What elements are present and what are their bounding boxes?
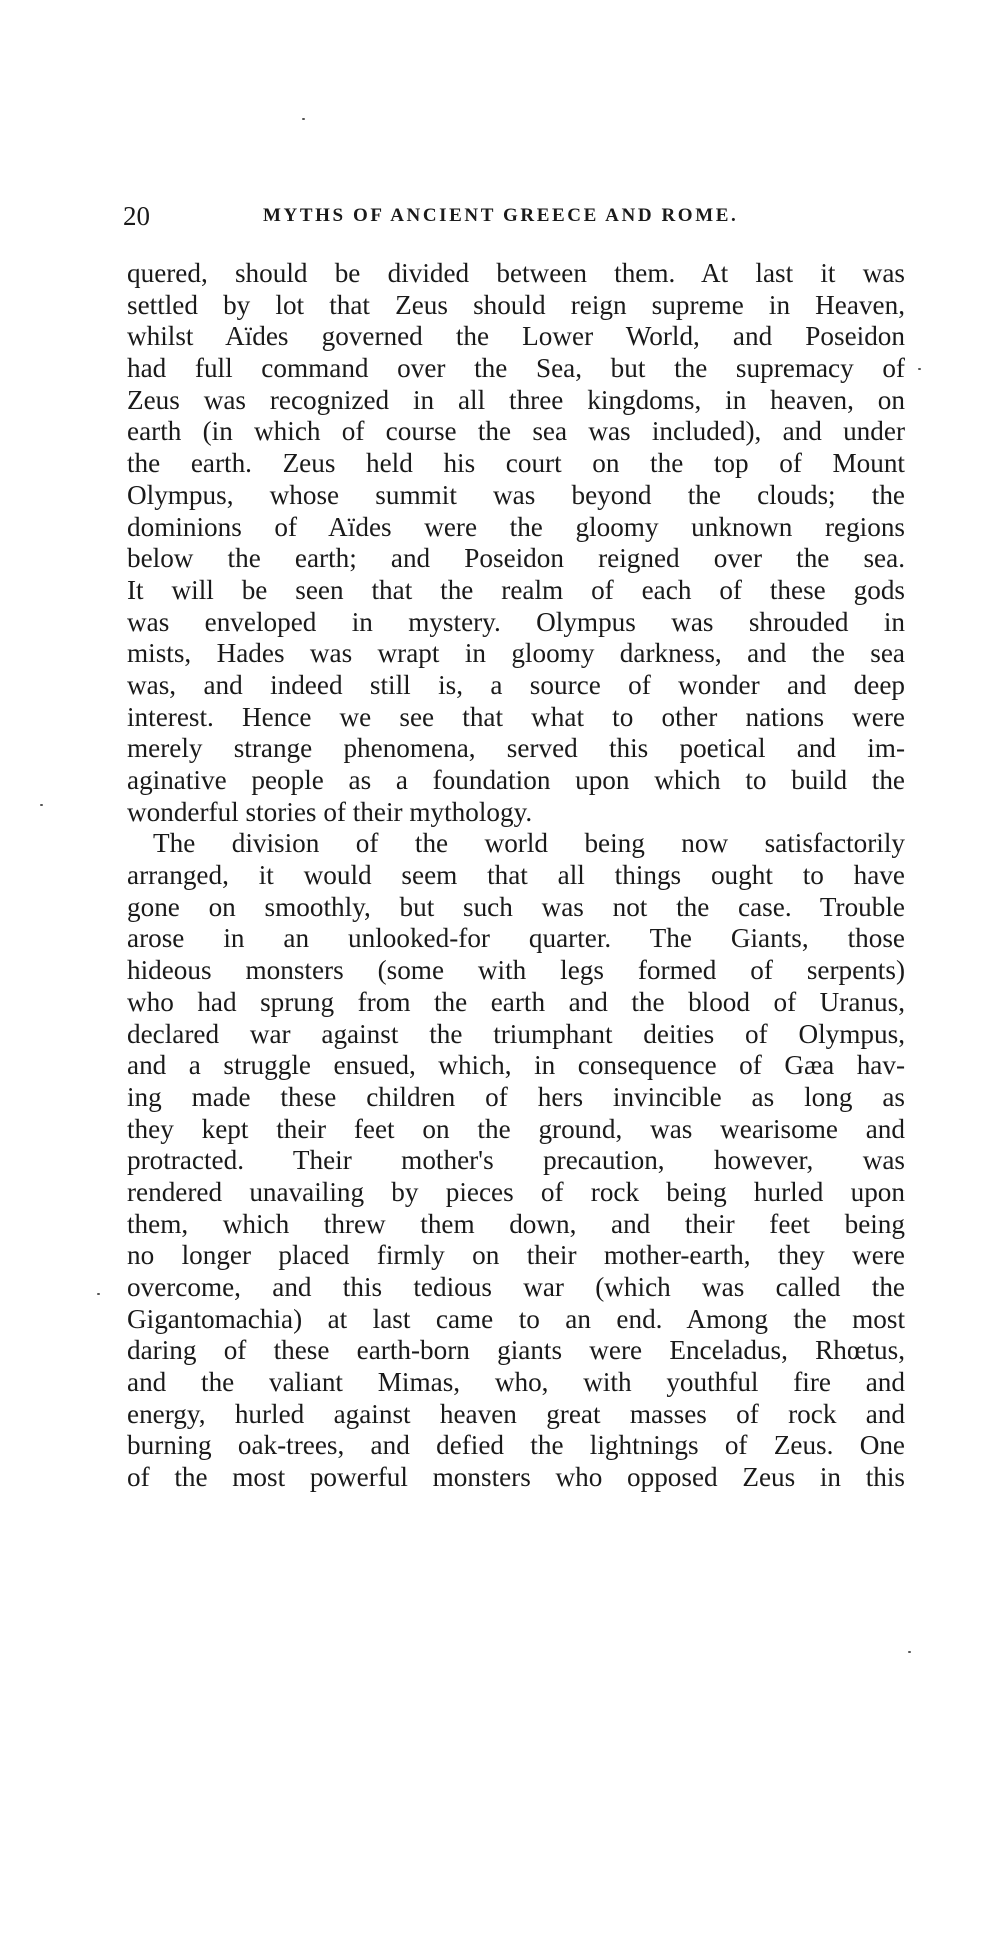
text-line: gone on smoothly, but such was not the case. Trouble [127, 891, 905, 922]
text-line: who had sprung from the earth and the blood of Uranus, [127, 986, 905, 1017]
text-line: wonderful stories of their mythology. [127, 796, 533, 827]
running-title: MYTHS OF ANCIENT GREECE AND ROME. [263, 205, 739, 226]
text-line: rendered unavailing by pieces of rock being hurled upon [127, 1176, 905, 1207]
text-line: earth (in which of course the sea was included), and under [127, 416, 905, 447]
paragraph-1 [127, 258, 905, 828]
text-line: interest. Hence we see that what to other nations were [127, 701, 905, 732]
text-line: them, which threw them down, and their feet being [127, 1208, 905, 1239]
text-line: The division of the world being now satisfactorily [153, 828, 905, 859]
text-line: aginative people as a foundation upon which to build the [127, 765, 905, 795]
text-line: below the earth; and Poseidon reigned over the sea. [127, 543, 905, 574]
text-line: Zeus was recognized in all three kingdoms, in heaven, on [127, 384, 905, 415]
text-line: they kept their feet on the ground, was wearisome and [127, 1113, 905, 1144]
text-line: protracted. Their mother's precaution, however, was [127, 1145, 905, 1176]
text-line: and the valiant Mimas, who, with youthful fire and [127, 1367, 905, 1398]
text-line: arranged, it would seem that all things ought to have [127, 860, 905, 891]
text-line: was, and indeed still is, a source of wonder and deep [127, 669, 905, 700]
text-line: whilst Aïdes governed the Lower World, and Poseidon [127, 321, 905, 352]
text-line: arose in an unlooked-for quarter. The Giants, those [127, 923, 905, 954]
body-text [127, 258, 905, 1494]
text-line: Gigantomachia) at last came to an end. Among the most [127, 1303, 905, 1334]
text-line: settled by lot that Zeus should reign supreme in Heaven, [127, 289, 905, 320]
page-number: 20 [123, 201, 150, 231]
text-line: overcome, and this tedious war (which was called the [127, 1272, 905, 1302]
scan-speck [908, 1651, 911, 1653]
text-line: hideous monsters (some with legs formed of serpents) [127, 955, 905, 986]
text-line: had full command over the Sea, but the supremacy of [127, 353, 905, 384]
text-line: declared war against the triumphant deities of Olympus, [127, 1018, 905, 1049]
page-header [123, 196, 905, 236]
scan-speck [40, 804, 43, 806]
text-line: no longer placed firmly on their mother-earth, they were [127, 1240, 905, 1271]
text-line: the earth. Zeus held his court on the top of Mount [127, 448, 905, 479]
text-line: was enveloped in mystery. Olympus was shrouded in [127, 606, 905, 637]
scan-speck [302, 118, 305, 120]
text-line: merely strange phenomena, served this poetical and im- [127, 733, 905, 764]
text-line: mists, Hades was wrapt in gloomy darkness, and the sea [127, 638, 905, 669]
paragraph-2 [127, 828, 905, 1493]
text-line: Olympus, whose summit was beyond the clouds; the [127, 479, 905, 510]
text-line: dominions of Aïdes were the gloomy unknown regions [127, 511, 905, 542]
scan-speck [97, 1293, 100, 1295]
text-line: daring of these earth-born giants were Enceladus, Rhœtus, [127, 1335, 905, 1366]
text-line: ing made these children of hers invincible as long as [127, 1081, 905, 1112]
text-line: quered, should be divided between them. At last it was [127, 258, 905, 288]
text-line: energy, hurled against heaven great masses of rock and [127, 1398, 905, 1429]
scan-speck [918, 368, 921, 370]
text-line: It will be seen that the realm of each of these gods [127, 574, 905, 605]
text-line: and a struggle ensued, which, in consequence of Gæa hav- [127, 1050, 905, 1081]
text-line: of the most powerful monsters who opposed Zeus in this [127, 1462, 905, 1493]
text-line: burning oak-trees, and defied the lightnings of Zeus. One [127, 1430, 905, 1461]
